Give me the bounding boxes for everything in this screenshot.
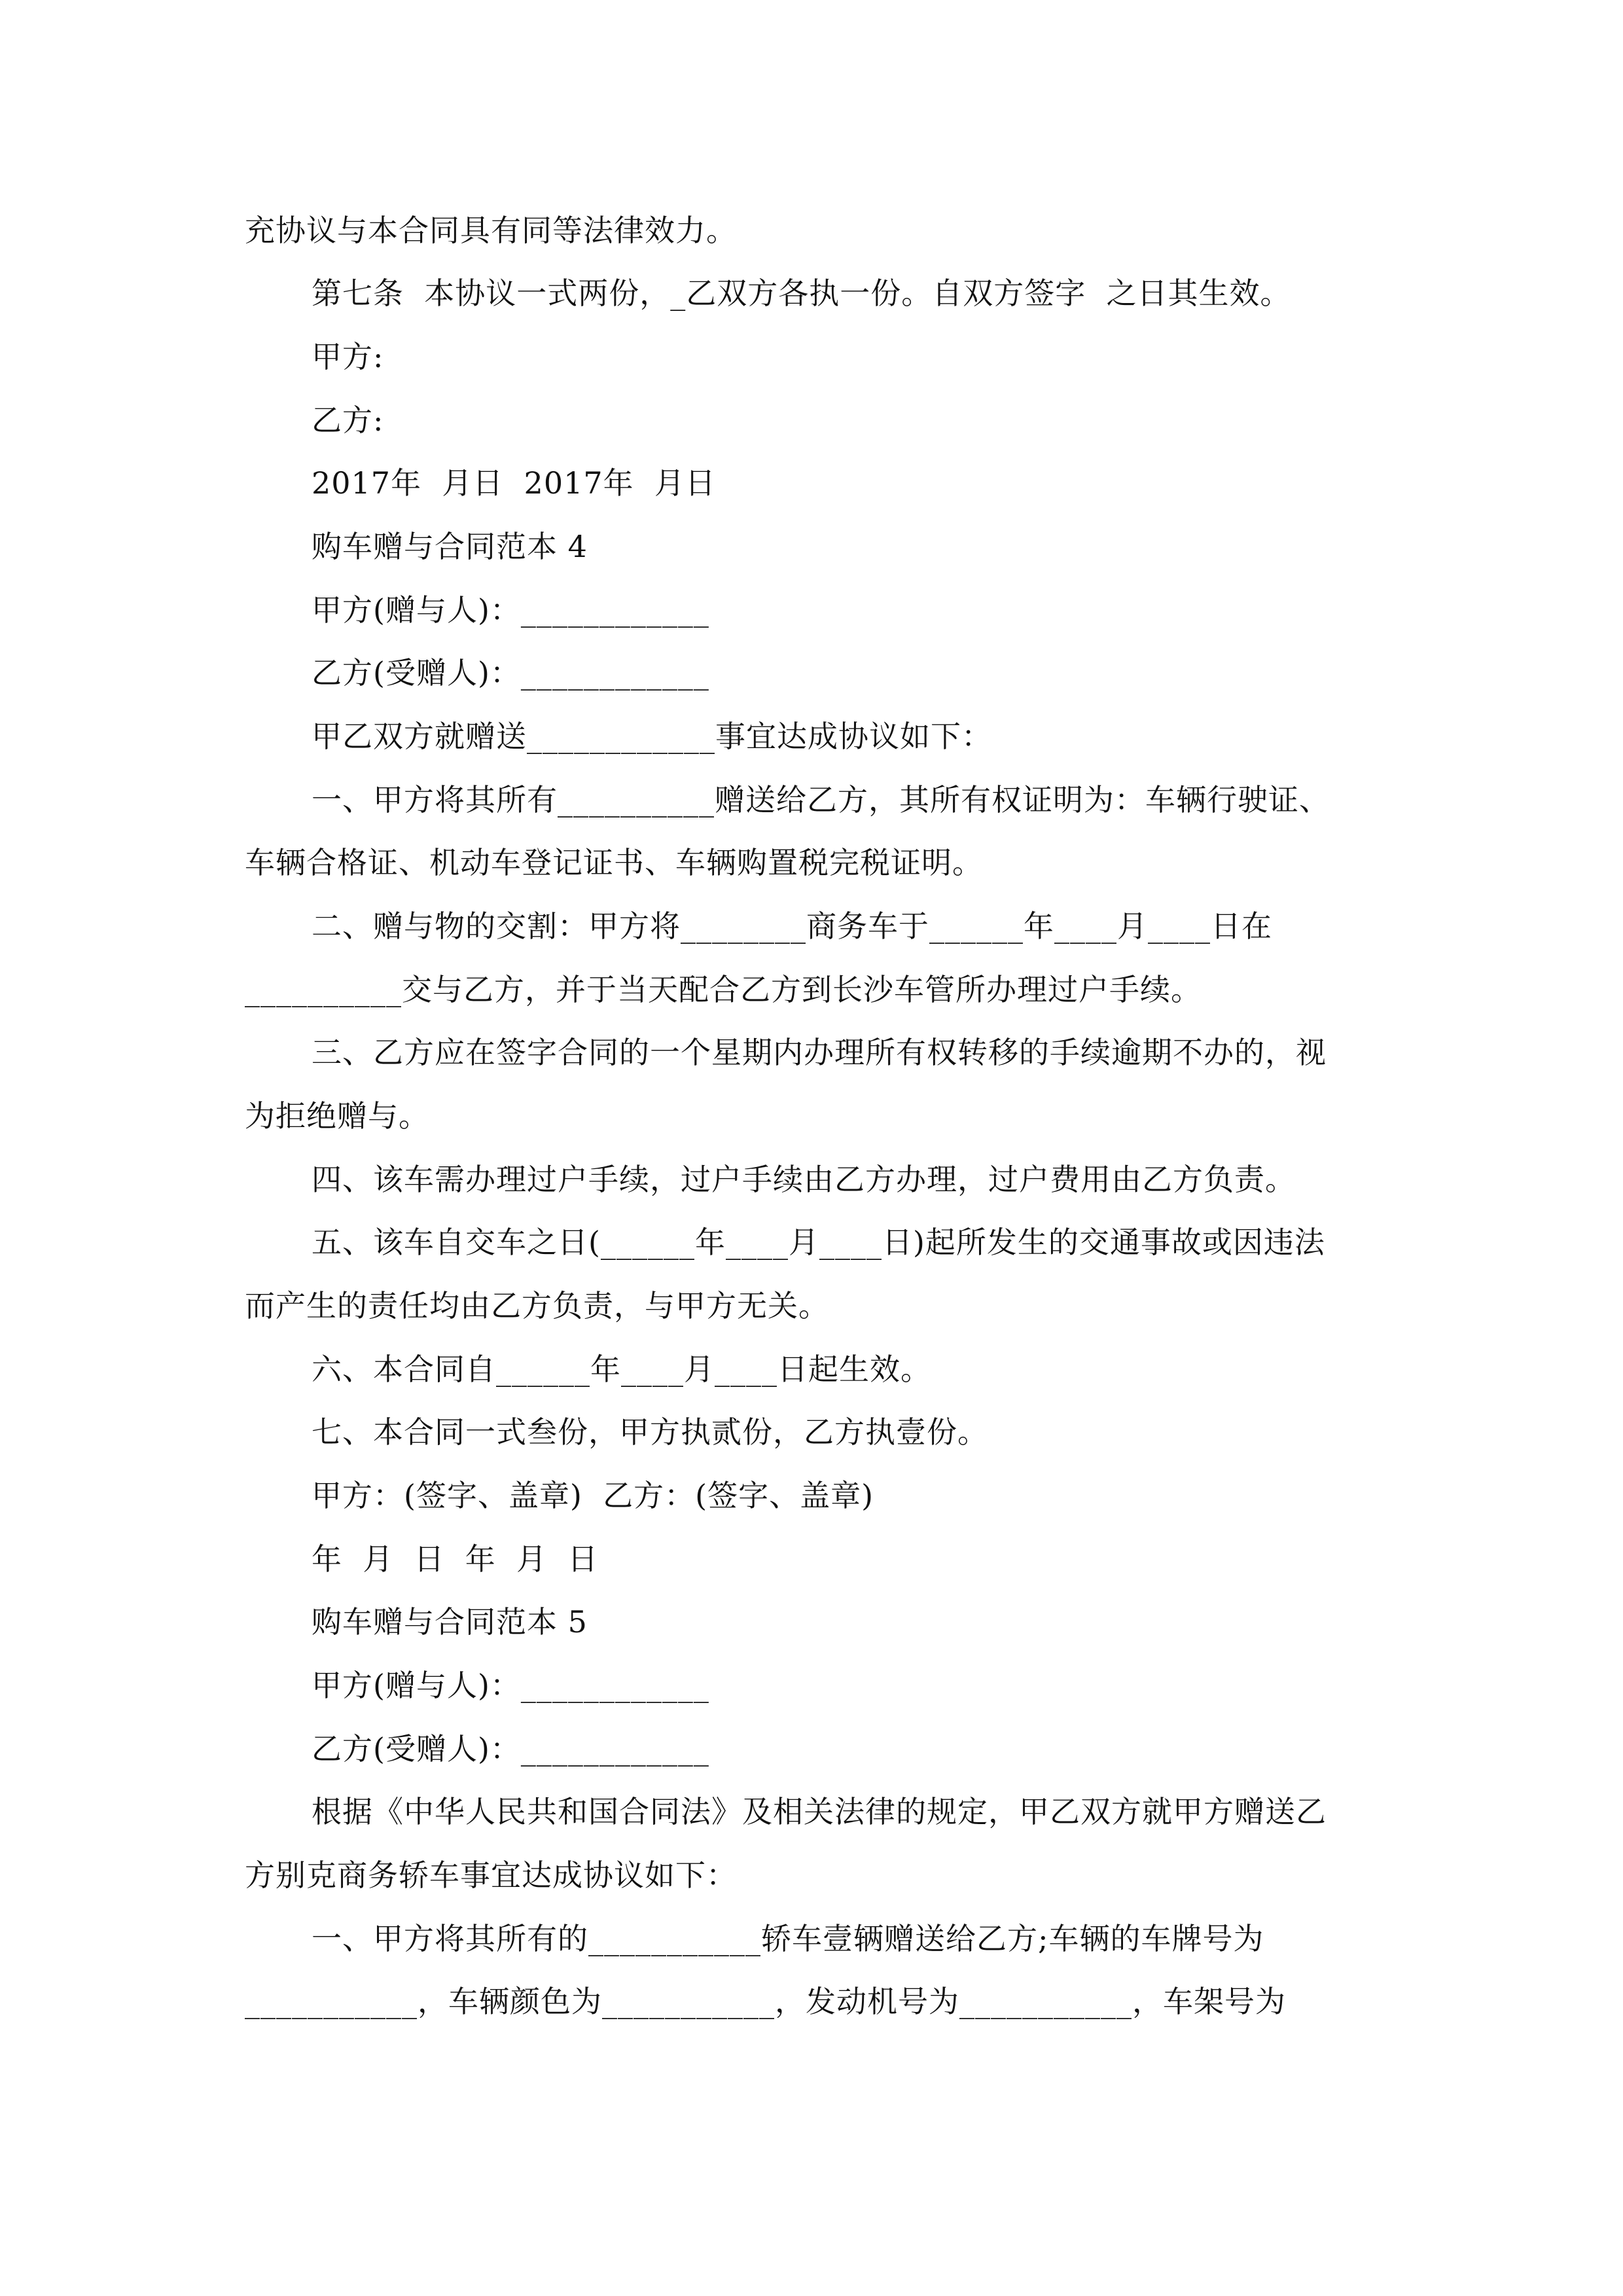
text-span: 一、甲方将其所有 bbox=[312, 782, 558, 817]
recipient-line bbox=[312, 653, 709, 692]
text-line: 乙方: bbox=[312, 403, 384, 438]
signature-line: 甲方：(签字、盖章) 乙方：(签字、盖章) bbox=[312, 1478, 874, 1513]
text-span: 乙方(受赠人)： bbox=[312, 1731, 521, 1767]
section-heading: 购车赠与合同范本 5 bbox=[312, 1604, 588, 1640]
text-line bbox=[312, 717, 992, 756]
text-line bbox=[312, 780, 1330, 819]
blank-underline: ____________ bbox=[520, 592, 709, 628]
text-line: 充协议与本合同具有同等法律效力。 bbox=[245, 213, 737, 248]
text-span: 甲乙双方就赠送 bbox=[312, 719, 527, 754]
text-line: 为拒绝赠与。 bbox=[245, 1098, 429, 1134]
text-span: 乙方(受赠人)： bbox=[312, 655, 521, 691]
text-line: 七、本合同一式叁份，甲方执贰份，乙方执壹份。 bbox=[312, 1414, 988, 1450]
section-heading: 购车赠与合同范本 4 bbox=[312, 529, 588, 564]
text-line: 而产生的责任均由乙方负责，与甲方无关。 bbox=[245, 1288, 829, 1323]
donor-line bbox=[312, 590, 709, 630]
blank-underline: __________ bbox=[558, 782, 715, 817]
blank-underline: ____________ bbox=[520, 1668, 709, 1703]
blank-underline: ____________ bbox=[520, 1731, 709, 1767]
text-line: ___________，车辆颜色为___________，发动机号为___________，车架号为 bbox=[245, 1984, 1286, 2019]
text-line: 三、乙方应在签字合同的一个星期内办理所有权转移的手续逾期不办的，视 bbox=[312, 1035, 1327, 1070]
donor-line bbox=[312, 1666, 709, 1705]
text-span: 甲方(赠与人)： bbox=[312, 1668, 521, 1703]
text-span: 赠送给乙方，其所有权证明为：车辆行驶证、 bbox=[715, 782, 1330, 817]
recipient-line bbox=[312, 1729, 709, 1768]
text-line: 第七条 本协议一式两份，_乙双方各执一份。自双方签字 之日其生效。 bbox=[312, 276, 1291, 311]
text-line: 四、该车需办理过户手续，过户手续由乙方办理，过户费用由乙方负责。 bbox=[312, 1162, 1296, 1197]
blank-underline: ____________ bbox=[527, 719, 715, 754]
text-span: 事宜达成协议如下： bbox=[715, 719, 992, 754]
text-line: 二、赠与物的交割：甲方将________商务车于______年____月____日在 bbox=[312, 908, 1272, 944]
date-line: 年 月 日 年 月 日 bbox=[312, 1541, 599, 1577]
text-line: 甲方: bbox=[312, 339, 384, 374]
text-line: 车辆合格证、机动车登记证书、车辆购置税完税证明。 bbox=[245, 845, 983, 880]
text-line: 根据《中华人民共和国合同法》及相关法律的规定，甲乙双方就甲方赠送乙 bbox=[312, 1794, 1327, 1829]
text-line: 一、甲方将其所有的___________轿车壹辆赠送给乙方;车辆的车牌号为 bbox=[312, 1921, 1264, 1956]
text-span: 甲方(赠与人)： bbox=[312, 592, 521, 628]
text-line: 六、本合同自______年____月____日起生效。 bbox=[312, 1352, 931, 1387]
text-line: 方别克商务轿车事宜达成协议如下： bbox=[245, 1857, 737, 1893]
text-line: 2017年 月日 2017年 月日 bbox=[312, 465, 716, 501]
blank-underline: ____________ bbox=[520, 655, 709, 691]
text-line: 五、该车自交车之日(______年____月____日)起所发生的交通事故或因违法 bbox=[312, 1225, 1325, 1260]
text-line: __________交与乙方，并于当天配合乙方到长沙车管所办理过户手续。 bbox=[245, 972, 1202, 1007]
